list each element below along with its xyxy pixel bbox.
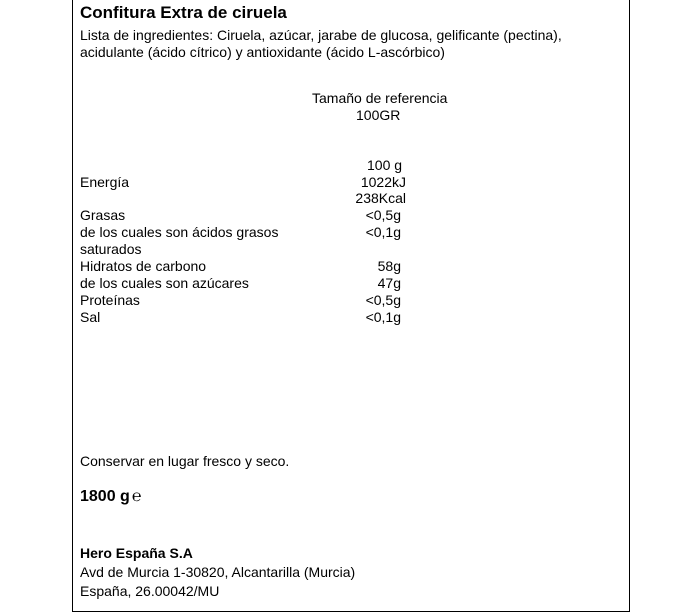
net-weight-value: 1800 g	[80, 488, 130, 505]
product-title: Confitura Extra de ciruela	[80, 3, 287, 22]
nutrition-row-value: 1022kJ	[360, 174, 406, 190]
nutrition-row-value: 58g	[377, 258, 401, 274]
estimated-sign-icon: ℮	[131, 488, 142, 505]
manufacturer-registry: España, 26.00042/MU	[80, 583, 220, 599]
nutrition-row-value: <0,5g	[365, 292, 401, 308]
reference-size-value: 100GR	[356, 107, 401, 123]
nutrition-row-label: Proteínas	[80, 292, 140, 308]
nutrition-row-value: 238Kcal	[355, 190, 406, 206]
manufacturer-address: Avd de Murcia 1-30820, Alcantarilla (Murcia)	[80, 564, 356, 580]
nutrition-row-value: 47g	[377, 275, 401, 291]
nutrition-row-label: saturados	[80, 241, 142, 257]
nutrition-row-value: <0,1g	[365, 224, 401, 240]
nutrition-row-label: de los cuales son ácidos grasos	[80, 224, 279, 240]
reference-size-label: Tamaño de referencia	[312, 90, 448, 106]
ingredients-line-1: Lista de ingredientes: Ciruela, azúcar, jarabe de glucosa, gelificante (pectina),	[80, 27, 562, 43]
nutrition-row-value: <0,1g	[365, 309, 401, 325]
nutrition-row-label: Grasas	[80, 207, 126, 223]
nutrition-row-label: Energía	[80, 174, 130, 190]
net-weight	[80, 489, 141, 505]
nutrition-row-value: <0,5g	[365, 207, 401, 223]
nutrition-row-label: de los cuales son azúcares	[80, 275, 249, 291]
manufacturer-name: Hero España S.A	[80, 545, 193, 561]
nutrition-row-label: Sal	[80, 309, 101, 325]
ingredients-line-2: acidulante (ácido cítrico) y antioxidante (ácido L-ascórbico)	[80, 44, 445, 60]
nutrition-column-header: 100 g	[367, 157, 403, 173]
storage-instructions: Conservar en lugar fresco y seco.	[80, 453, 290, 469]
nutrition-row-label: Hidratos de carbono	[80, 258, 207, 274]
